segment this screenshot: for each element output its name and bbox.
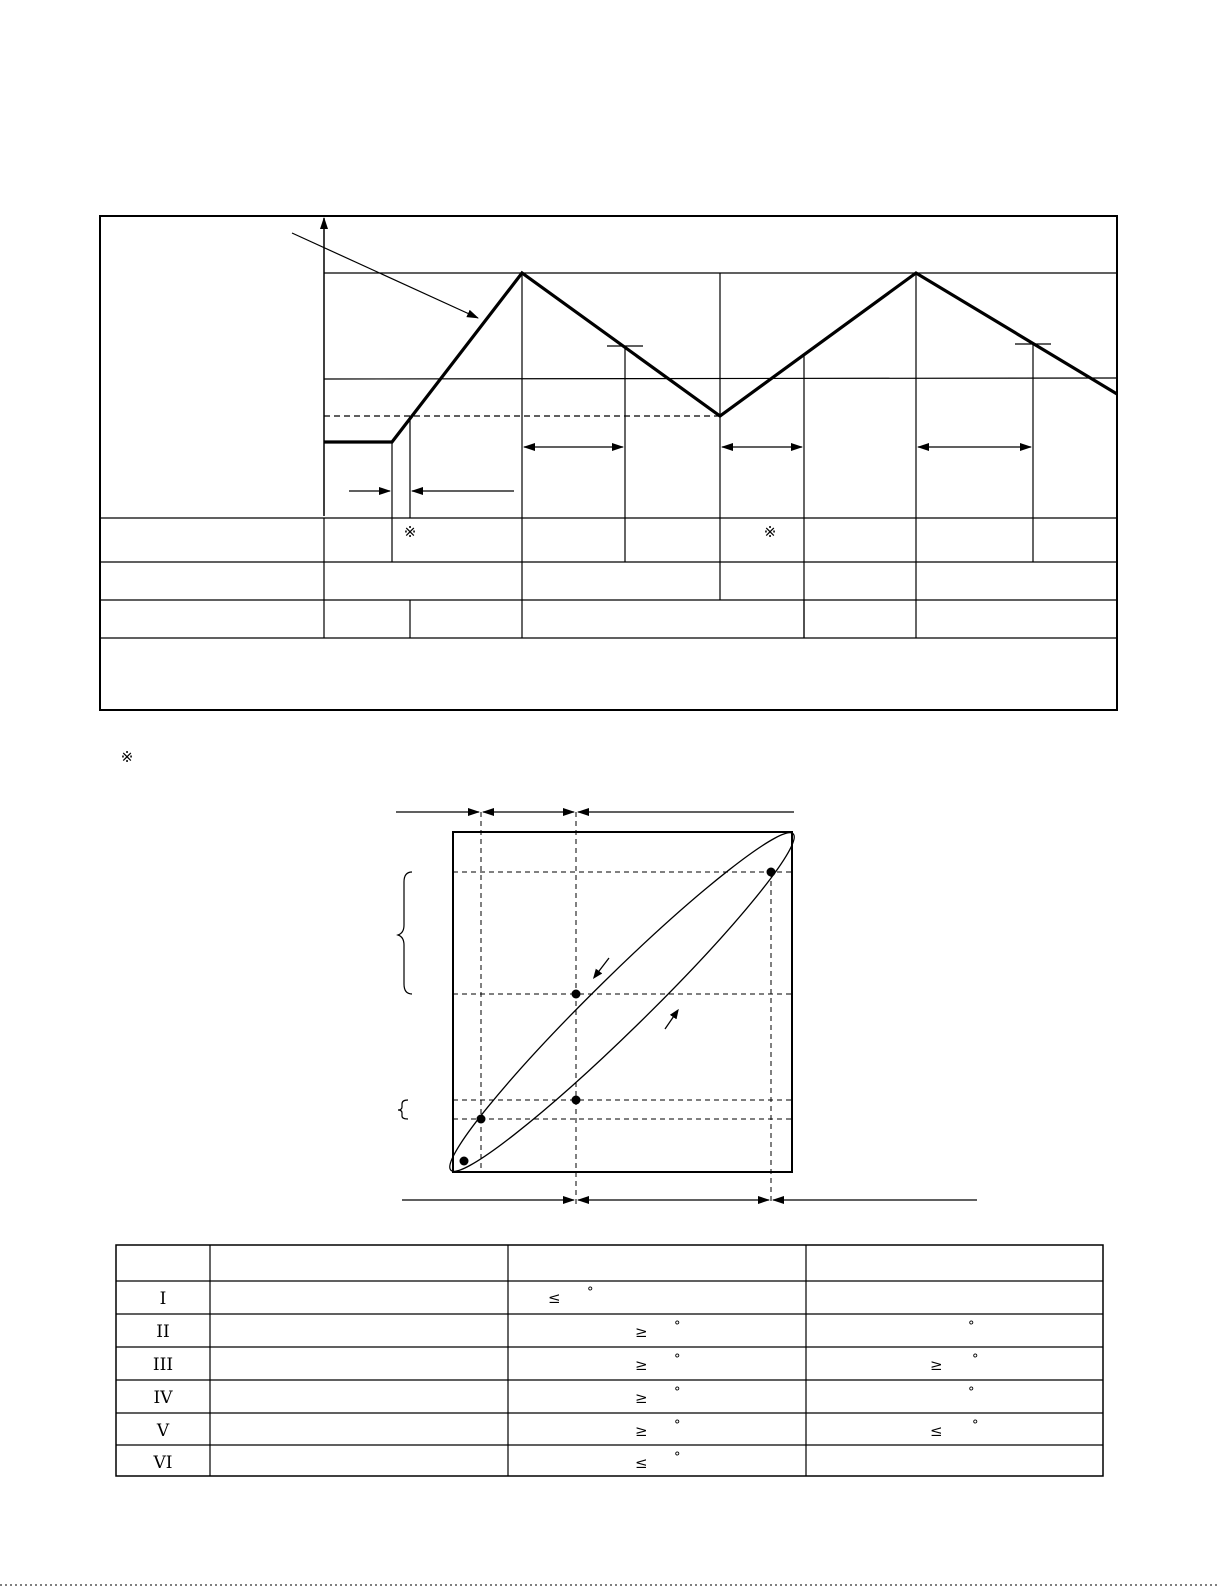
col3-symbol: ≤ (930, 1422, 943, 1440)
waveform-frame (100, 216, 1117, 710)
loop-point-left (477, 1115, 486, 1124)
loop-points (460, 868, 776, 1166)
brace-upper (398, 872, 412, 994)
col3-unit: ° (972, 1352, 979, 1367)
phase-numeral: V (156, 1421, 170, 1441)
phase-table (116, 1245, 1103, 1476)
col2-symbol: ≥ (635, 1356, 648, 1374)
col3-unit: ° (972, 1418, 979, 1433)
phase-col2-conditions (548, 1285, 681, 1472)
col2-unit: ° (674, 1352, 681, 1367)
col2-symbol: ≥ (635, 1422, 648, 1440)
col2-unit: ° (674, 1385, 681, 1400)
phase-numeral: I (159, 1289, 167, 1309)
phase-table-frame (116, 1245, 1103, 1476)
col2-unit: ° (674, 1319, 681, 1334)
waveform-diagram (100, 216, 1117, 710)
col2-symbol: ≤ (635, 1454, 648, 1472)
col2-unit: ° (587, 1285, 594, 1300)
hysteresis-diagram (396, 812, 977, 1205)
col3-unit: ° (968, 1385, 975, 1400)
col2-symbol: ≥ (635, 1389, 648, 1407)
stage-note-mark-2: ※ (763, 523, 777, 541)
phase-numeral: IV (153, 1388, 173, 1408)
brace-lower (398, 1100, 408, 1119)
hysteresis-loop (432, 815, 812, 1190)
phase-numeral: III (152, 1355, 174, 1375)
stage-note-mark-1: ※ (403, 523, 417, 541)
loop-point-top (767, 868, 776, 877)
phase-numeral: VI (153, 1453, 173, 1473)
col2-symbol: ≤ (548, 1289, 561, 1307)
loop-direction-arrow-up (665, 1013, 676, 1029)
phase-numeral: II (156, 1322, 170, 1342)
col2-unit: ° (674, 1418, 681, 1433)
col3-unit: ° (968, 1319, 975, 1334)
loop-point-bottom (460, 1157, 469, 1166)
loop-point-mid-lower (572, 1096, 581, 1105)
loop-point-mid-upper (572, 990, 581, 999)
footnote-mark: ※ (120, 748, 134, 766)
col3-symbol: ≥ (930, 1356, 943, 1374)
leader-arrow (292, 233, 478, 318)
loop-direction-arrow-down (596, 958, 609, 975)
col2-unit: ° (674, 1450, 681, 1465)
col2-symbol: ≥ (635, 1323, 648, 1341)
loop-frame (453, 832, 792, 1172)
